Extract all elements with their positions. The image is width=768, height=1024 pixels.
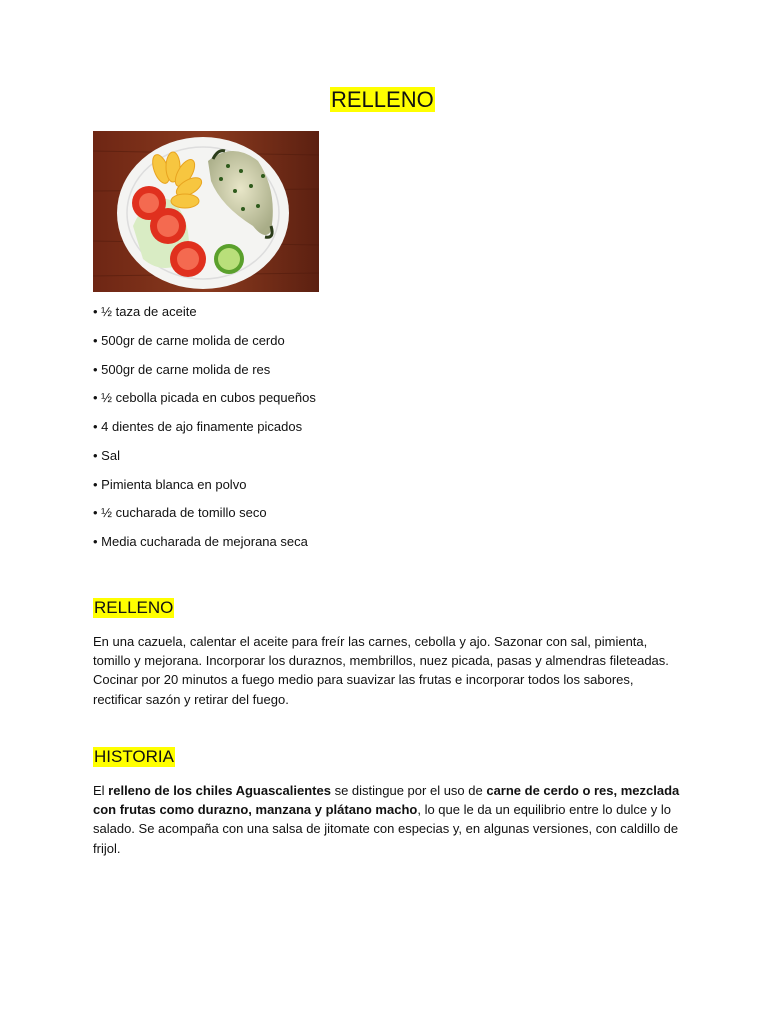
relleno-paragraph: En una cazuela, calentar el aceite para freír las carnes, cebolla y ajo. Sazonar con sal, pimienta, tomillo y mejorana. Incorporar los duraznos, membrillos, nuez picada, pasas y almendras fileteadas. Cocinar por 20 minutos a fuego medio para suavizar las frutas e incorporar todos los sabores, rectificar sazón y retirar del fuego.	[93, 634, 669, 707]
ingredient-item: • Pimienta blanca en polvo	[93, 476, 247, 492]
ingredient-item: • Sal	[93, 447, 120, 463]
historia-heading: HISTORIA	[94, 747, 174, 766]
ingredient-item: • ½ taza de aceite	[93, 304, 197, 319]
ingredient-item: • ½ cucharada de tomillo seco	[93, 505, 267, 521]
ingredient-item: • 500gr de carne molida de res	[93, 361, 271, 377]
historia-bold-1: relleno de los chiles Aguascalientes	[108, 783, 331, 798]
historia-paragraph: El relleno de los chiles Aguascalientes se distingue por el uso de carne de cerdo o res, mezclada con frutas como durazno, manzana y plátano macho, lo que le da un equilibrio entre lo dulce y lo salado. Se acompaña con una salsa de jitomate con especias y, en algunas versiones, con caldillo de frijol.	[93, 783, 680, 856]
ingredient-item: • 4 dientes de ajo finamente picados	[93, 419, 303, 434]
ingredient-item: • ½ cebolla picada en cubos pequeños	[93, 390, 316, 406]
historia-bold-2: carne de cerdo o res, mezclada con frutas como durazno, manzana y plátano macho	[93, 783, 680, 818]
relleno-heading: RELLENO	[94, 598, 174, 617]
page-title: RELLENO	[331, 87, 434, 112]
dish-illustration	[93, 131, 319, 292]
dish-photo	[93, 131, 319, 292]
ingredient-item: • Media cucharada de mejorana seca	[93, 534, 308, 549]
ingredients-list	[93, 302, 316, 561]
ingredient-item: • 500gr de carne molida de cerdo	[93, 332, 285, 348]
